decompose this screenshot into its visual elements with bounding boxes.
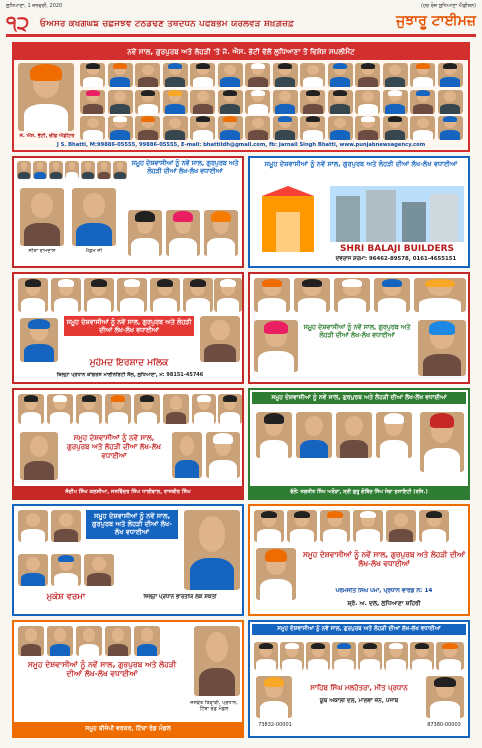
- supplement-title: ਨਵੇਂ ਸਾਲ, ਗੁਰਪੁਰਬ ਅਤੇ ਲੋਹੜੀ 'ਤੇ ਜੇ. ਐਸ. ਭੱਟੀ ਵੱਲੋਂ ਲੁਧਿਆਣਾ ਤੋਂ ਵਿਸ਼ੇਸ਼ ਸਪਲੀਮੈਂਟ: [14, 44, 468, 60]
- portrait-photo: [105, 394, 131, 424]
- portrait-photo: [383, 90, 408, 114]
- portrait-photo: [306, 642, 330, 670]
- greeting-text: ਸਮੂਹ ਦੇਸ਼ਵਾਸੀਆਂ ਨੂੰ ਨਵੇਂ ਸਾਲ, ਗੁਰਪੁਰਬ ਅਤੇ ਲੋਹੜੀ ਦੀਆਂ ਲੱਖ-ਲੱਖ ਵਧਾਈਆਂ: [131, 160, 239, 175]
- small-photo: [97, 161, 111, 179]
- portrait-photo: [18, 510, 48, 542]
- portrait-photo: [84, 278, 114, 312]
- portrait-photo: [20, 318, 58, 362]
- portrait-photo: [418, 320, 466, 376]
- portrait-photo: [172, 432, 202, 478]
- portrait-photo: [294, 278, 330, 312]
- greeting-text: ਸਮੂਹ ਦੇਸ਼ਵਾਸੀਆਂ ਨੂੰ ਨਵੇਂ ਸਾਲ, ਗੁਰਪੁਰਬ ਅਤੇ ਲੋਹੜੀ ਦੀਆਂ ਲੱਖ-ਲੱਖ ਵਧਾਈਆਂ: [303, 324, 411, 339]
- portrait-photo: [287, 510, 317, 542]
- portrait-photo: [410, 116, 435, 140]
- portrait-photo: [20, 188, 64, 246]
- portrait-photo: [386, 510, 416, 542]
- portrait-photo: [192, 394, 216, 424]
- portrait-photo: [134, 394, 160, 424]
- contact-line: J S. Bhatti, M:99886-05555, 99886-05555, E-mail: bhattildh@gmail.com, fb: Jarnail Singh Bhatti, www.punjabnewsagency.com: [56, 142, 426, 148]
- portrait-photo: [163, 394, 189, 424]
- portrait-photo: [214, 278, 242, 312]
- supplement-banner: [12, 42, 470, 152]
- portrait-photo: [254, 320, 298, 372]
- advertiser-name: ਮੁਕੇਸ਼ ਵਰਮਾ: [46, 592, 86, 602]
- greeting-text: ਸਮੂਹ ਦੇਸ਼ਵਾਸੀਆਂ ਨੂੰ ਨਵੇਂ ਸਾਲ, ਗੁਰਪੁਰਬ ਅਤੇ ਲੋਹੜੀ ਦੀਆਂ ਲੱਖ-ਲੱਖ ਵਧਾਈਆਂ: [302, 550, 466, 569]
- portrait-photo: [18, 394, 44, 424]
- buildings-illustration: [330, 186, 464, 242]
- edition-line: (ਹਰ ਰੋਜ਼ ਲੁਧਿਆਣਾ ਐਡੀਸ਼ਨ): [421, 3, 476, 9]
- phone-caption: 73832-00001: [258, 722, 292, 728]
- portrait-photo: [376, 412, 412, 458]
- portrait-photo: [300, 116, 325, 140]
- portrait-photo: [108, 90, 133, 114]
- portrait-photo: [163, 63, 188, 87]
- portrait-photo: [410, 642, 434, 670]
- portrait-photo: [194, 626, 240, 696]
- top-strip: [6, 2, 476, 11]
- portrait-photo: [80, 90, 105, 114]
- portrait-photo: [245, 63, 270, 87]
- portrait-photo: [166, 210, 200, 256]
- portrait-photo: [383, 116, 408, 140]
- small-photo: [17, 161, 31, 179]
- portrait-photo: [80, 63, 105, 87]
- small-photo: [113, 161, 127, 179]
- advertiser-details: ਜ਼ਿਲ੍ਹਾ ਪ੍ਰਧਾਨ ਕਾਂਗਰਸ ਮਾਈਨੋਰਿਟੀ ਸੈੱਲ, ਲੁਧਿਆਣਾ, ਮੋ: 98151-45746: [56, 372, 204, 378]
- portrait-photo: [183, 278, 213, 312]
- portrait-photo: [51, 554, 81, 586]
- portrait-photo: [163, 90, 188, 114]
- builder-phone: ਦੇਵਰਾਜ ਸ਼ਰਮਾ: 96462-89578, 0161-4655151: [335, 256, 457, 262]
- portrait-photo: [336, 412, 372, 458]
- portrait-photo: [334, 278, 370, 312]
- greeting-text: ਸਮੂਹ ਦੇਸ਼ਵਾਸੀਆਂ ਨੂੰ ਨਵੇਂ ਸਾਲ, ਗੁਰਪੁਰਬ ਅਤੇ ਲੋਹੜੀ ਦੀਆਂ ਲੱਖ-ਲੱਖ ਵਧਾਈਆਂ: [66, 434, 161, 460]
- portrait-photo: [150, 278, 180, 312]
- portrait-photo: [256, 676, 292, 718]
- portrait-photo: [256, 412, 292, 458]
- ad-panel-9: [12, 620, 244, 738]
- portrait-photo: [218, 90, 243, 114]
- portrait-photo: [184, 510, 240, 590]
- ad-panel-8: [248, 504, 470, 616]
- portrait-photo: [420, 412, 464, 472]
- chief-editor-caption: ਜੇ. ਐਸ. ਭੱਟੀ, ਚੀਫ਼ ਐਡੀਟਰ: [19, 133, 75, 139]
- phone-caption: 87380-00003: [427, 722, 461, 728]
- advertiser-details: ਸ਼੍ਰੋ. ਅ. ਦਲ, ਲੁਧਿਆਣਾ ਸ਼ਹਿਰੀ: [347, 600, 421, 607]
- advertiser-name: ਸਾਹਿਬ ਸਿੰਘ ਮਲਹੋਤਰਾ, ਮੀਤ ਪ੍ਰਧਾਨ: [310, 684, 408, 692]
- portrait-photo: [245, 116, 270, 140]
- portrait-photo: [320, 510, 350, 542]
- portrait-photo: [280, 642, 304, 670]
- footer-names: ਵੱਲੋਂ: ਜਗਜੀਤ ਸਿੰਘ ਅਰੋੜਾ, ਸ੍ਰੀ ਗੁਰੂ ਗੋਬਿੰਦ ਸਿੰਘ ਸੇਵਾ ਸੁਸਾਇਟੀ (ਰਜਿ.): [250, 486, 468, 498]
- masthead-alphabet: ਓਅਸਰ ਕਖਗਘਙ ਚਛਜਝਞ ਟਠਡਢਣ ਤਥਦਧਨ ਪਫਬਭਮ ਯਰਲਵੜ ਸ਼ਖ਼ਗ਼ਜ਼ਫ਼: [40, 19, 295, 29]
- portrait-photo: [254, 278, 290, 312]
- portrait-photo: [383, 63, 408, 87]
- portrait-photo: [51, 278, 81, 312]
- small-photo: [33, 161, 47, 179]
- portrait-photo: [436, 642, 464, 670]
- small-photo: [81, 161, 95, 179]
- portrait-photo: [20, 432, 58, 480]
- portrait-photo: [355, 90, 380, 114]
- portrait-photo: [128, 210, 162, 256]
- portrait-photo: [218, 116, 243, 140]
- portrait-photo: [51, 510, 81, 542]
- portrait-photo: [47, 394, 73, 424]
- advertiser-name: ਮੁਹੰਮਦ ਇਰਸ਼ਾਦ ਮਲਿਕ: [89, 358, 169, 368]
- portrait-photo: [76, 394, 102, 424]
- greeting-text: ਸਮੂਹ ਦੇਸ਼ਵਾਸੀਆਂ ਨੂੰ ਨਵੇਂ ਸਾਲ, ਗੁਰਪੁਰਬ ਅਤੇ ਲੋਹੜੀ ਦੀਆਂ ਲੱਖ-ਲੱਖ ਵਧਾਈਆਂ: [252, 392, 466, 404]
- portrait-photo: [200, 316, 240, 362]
- chief-editor-photo: [18, 63, 74, 131]
- portrait-photo: [273, 63, 298, 87]
- greeting-text: ਸਮੂਹ ਦੇਸ਼ਵਾਸੀਆਂ ਨੂੰ ਨਵੇਂ ਸਾਲ, ਗੁਰਪੁਰਬ ਅਤੇ ਲੋਹੜੀ ਦੀਆਂ ਲੱਖ-ਲੱਖ ਵਧਾਈਆਂ: [264, 160, 458, 168]
- portrait-photo: [76, 626, 102, 656]
- portrait-photo: [218, 63, 243, 87]
- date-line: ਲੁਧਿਆਣਾ, 1 ਜਨਵਰੀ, 2020: [6, 3, 63, 9]
- portrait-photo: [163, 116, 188, 140]
- ad-panel-10: [248, 620, 470, 738]
- portrait-photo: [273, 116, 298, 140]
- portrait-photo: [273, 90, 298, 114]
- portrait-photo: [117, 278, 147, 312]
- small-photo: [65, 161, 79, 179]
- portrait-grid: [80, 63, 466, 141]
- portrait-photo: [438, 116, 463, 140]
- ad-panel-7: [12, 504, 244, 616]
- ad-panel-2: [248, 156, 470, 268]
- portrait-photo: [410, 90, 435, 114]
- portrait-photo: [300, 63, 325, 87]
- portrait-photo: [135, 63, 160, 87]
- portrait-photo: [328, 90, 353, 114]
- portrait-photo: [254, 642, 278, 670]
- portrait-photo: [419, 510, 449, 542]
- portrait-photo: [426, 676, 464, 718]
- ad-panel-5: [12, 388, 244, 500]
- portrait-photo: [296, 412, 332, 458]
- advertiser-details: ਯੂਥ ਅਕਾਲੀ ਦਲ, ਮਾਲਵਾ ਜ਼ੋਨ, ਪੰਜਾਬ: [319, 698, 399, 704]
- footer-names: ਸੰਦੀਪ ਸਿੰਘ ਕਲਸੀਆ, ਜਸਵਿੰਦਰ ਸਿੰਘ ਧਾਲੀਵਾਲ, ਰਾਜਬੀਰ ਸਿੰਘ: [14, 486, 242, 498]
- ad-panel-6: [248, 388, 470, 500]
- portrait-photo: [438, 63, 463, 87]
- portrait-photo: [438, 90, 463, 114]
- portrait-photo: [206, 432, 240, 478]
- ad-panel-3: [12, 272, 244, 384]
- greeting-text: ਸਮੂਹ ਦੇਸ਼ਵਾਸੀਆਂ ਨੂੰ ਨਵੇਂ ਸਾਲ, ਗੁਰਪੁਰਬ ਅਤੇ ਲੋਹੜੀ ਦੀਆਂ ਲੱਖ-ਲੱਖ ਵਧਾਈਆਂ: [64, 316, 194, 336]
- portrait-photo: [332, 642, 356, 670]
- portrait-photo: [105, 626, 131, 656]
- portrait-photo: [355, 63, 380, 87]
- portrait-photo: [300, 90, 325, 114]
- greeting-text: ਸਮੂਹ ਦੇਸ਼ਵਾਸੀਆਂ ਨੂੰ ਨਵੇਂ ਸਾਲ, ਗੁਰਪੁਰਬ ਅਤੇ ਲੋਹੜੀ ਦੀਆਂ ਲੱਖ-ਲੱਖ ਵਧਾਈਆਂ: [86, 510, 178, 539]
- portrait-photo: [204, 210, 238, 256]
- portrait-photo: [245, 90, 270, 114]
- portrait-photo: [355, 116, 380, 140]
- portrait-photo: [47, 626, 73, 656]
- photo-caption: ਸੀਤਾ ਰਾਮਦਾਸ: [28, 248, 56, 254]
- portrait-photo: [18, 626, 44, 656]
- footer-names: ਸਮੂਹ ਬੀਜੇਪੀ ਵਰਕਰ, ਟਿੱਬਾ ਰੋਡ ਮੰਡਲ: [14, 722, 242, 736]
- portrait-photo: [353, 510, 383, 542]
- portrait-photo: [374, 278, 410, 312]
- portrait-photo: [328, 63, 353, 87]
- portrait-photo: [414, 278, 466, 312]
- portrait-photo: [410, 63, 435, 87]
- ad-panel-4: [248, 272, 470, 384]
- ad-panel-1: [12, 156, 244, 268]
- builder-brand: SHRI BALAJI BUILDERS: [339, 244, 455, 254]
- portrait-photo: [254, 510, 284, 542]
- portrait-photo: [190, 63, 215, 87]
- portrait-photo: [84, 554, 114, 586]
- portrait-photo: [190, 90, 215, 114]
- portrait-photo: [134, 626, 160, 656]
- small-photo: [49, 161, 63, 179]
- portrait-photo: [72, 188, 116, 246]
- portrait-photo: [218, 394, 242, 424]
- photo-caption: ਜਸਵੰਤ ਤਿਵਾੜੀ, ਪ੍ਰਧਾਨ, ਟਿੱਬਾ ਰੋਡ ਮੰਡਲ: [190, 700, 238, 712]
- portrait-photo: [108, 116, 133, 140]
- greeting-text: ਸਮੂਹ ਦੇਸ਼ਵਾਸੀਆਂ ਨੂੰ ਨਵੇਂ ਸਾਲ, ਗੁਰਪੁਰਬ ਅਤੇ ਲੋਹੜੀ ਦੀਆਂ ਲੱਖ-ਲੱਖ ਵਧਾਈਆਂ: [27, 660, 177, 679]
- portrait-photo: [18, 278, 48, 312]
- portrait-photo: [358, 642, 382, 670]
- portrait-photo: [190, 116, 215, 140]
- portrait-photo: [328, 116, 353, 140]
- advertiser-details: ਜ਼ਿਲ੍ਹਾ ਪ੍ਰਧਾਨ ਭਾਰਤੀਯ ਲੋਕ ਸ਼ਕਤੀ: [143, 594, 217, 600]
- portrait-photo: [256, 548, 296, 600]
- portrait-photo: [18, 554, 48, 586]
- page-number: ੧੨: [6, 11, 30, 35]
- portrait-photo: [108, 63, 133, 87]
- advertiser-name: ਪਰਮਜੀਤ ਸਿੰਘ ਪੰਮਾ, ਪ੍ਰਧਾਨ ਵਾਰਡ ਨੰ: 14: [335, 588, 433, 594]
- greeting-text: ਸਮੂਹ ਦੇਸ਼ਵਾਸੀਆਂ ਨੂੰ ਨਵੇਂ ਸਾਲ, ਗੁਰਪੁਰਬ ਅਤੇ ਲੋਹੜੀ ਦੀਆਂ ਲੱਖ-ਲੱਖ ਵਧਾਈਆਂ: [252, 624, 466, 635]
- newspaper-logo: ਜੁਝਾਰੂ ਟਾਈਮਜ਼: [396, 13, 476, 29]
- temple-illustration: [256, 186, 320, 252]
- portrait-photo: [135, 90, 160, 114]
- photo-caption: ਮੈਡਮ ਜੀ: [85, 248, 103, 254]
- portrait-photo: [135, 116, 160, 140]
- portrait-photo: [80, 116, 105, 140]
- masthead: [6, 11, 476, 37]
- portrait-photo: [384, 642, 408, 670]
